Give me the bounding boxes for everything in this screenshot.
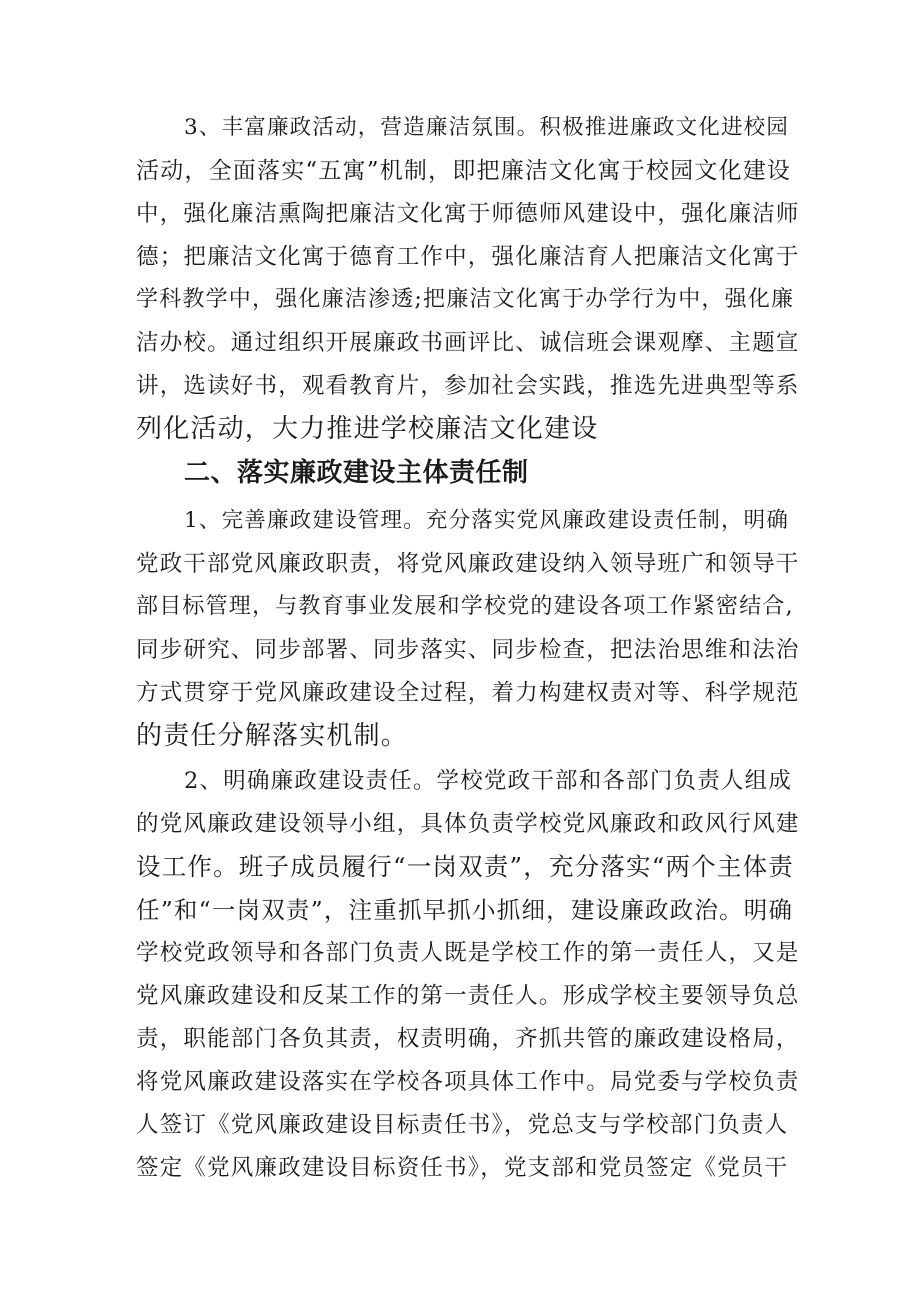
paragraph-line: 责，职能部门各负其责，权责明确，齐抓共管的廉政建设格局， <box>136 1026 800 1052</box>
paragraph-line: 德；把廉洁文化寓于德育工作中，强化廉洁育人把廉洁文化寓于 <box>136 244 800 270</box>
paragraph-line: 中，强化廉洁熏陶把廉洁文化寓于师德师风建设中，强化廉洁师 <box>136 201 800 227</box>
paragraph-line: 人签订《党风廉政建设目标责任书》，党总支与学校部门负责人 <box>136 1112 789 1138</box>
paragraph-line: 列化活动，大力推进学校廉洁文化建设 <box>136 414 599 444</box>
paragraph-line: 任”和“一岗双责”，注重抓早抓小抓细，建设廉政政治。明确 <box>136 896 794 924</box>
section-heading: 二、落实廉政建设主体责任制 <box>184 458 529 488</box>
paragraph-line: 3、丰富廉政活动，营造廉洁氛围。积极推进廉政文化进校园 <box>184 115 790 140</box>
paragraph-line: 讲，选读好书，观看教育片，参加社会实践，推选先进典型等系 <box>136 373 800 399</box>
paragraph-line: 签定《党风廉政建设目标资任书》，党支部和党员签定《党员干 <box>136 1155 789 1181</box>
paragraph-line: 2、明确廉政建设责任。学校党政干部和各部门负责人组成 <box>184 768 793 794</box>
paragraph-line: 同步研究、同步部署、同步落实、同步检查，把法治思维和法治 <box>136 637 800 663</box>
paragraph-line: 学科教学中，强化廉洁渗透;把廉洁文化寓于办学行为中，强化廉 <box>136 287 795 312</box>
paragraph-line: 的党风廉政建设领导小组，具体负责学校党风廉政和政风行风建 <box>136 811 800 837</box>
paragraph-line: 洁办校。通过组织开展廉政书画评比、诚信班会课观摩、主题宣 <box>136 330 800 356</box>
paragraph-line: 方式贯穿于党风廉政建设全过程，着力构建权责对等、科学规范 <box>136 680 800 706</box>
paragraph-line: 活动，全面落实“五寓”机制，即把廉洁文化寓于校园文化建设 <box>136 158 792 184</box>
paragraph-line: 将党风廉政建设落实在学校各项具体工作中。局党委与学校负责 <box>136 1069 800 1095</box>
paragraph-line: 党风廉政建设和反某工作的第一责任人。形成学校主要领导负总 <box>136 983 800 1009</box>
paragraph-line: 1、完善廉政建设管理。充分落实党风廉政建设责任制，明确 <box>184 508 790 533</box>
paragraph-line: 设工作。班子成员履行“一岗双责”，充分落实“两个主体责 <box>136 852 794 881</box>
paragraph-line: 的责任分解落实机制。 <box>136 721 409 751</box>
paragraph-line: 部目标管理，与教育事业发展和学校党的建设各项工作紧密结合, <box>136 594 794 619</box>
paragraph-line: 学校党政领导和各部门负责人既是学校工作的第一责任人，又是 <box>136 940 800 966</box>
paragraph-line: 党政干部党风廉政职责，将党风廉政建设纳入领导班广和领导干 <box>136 551 800 577</box>
